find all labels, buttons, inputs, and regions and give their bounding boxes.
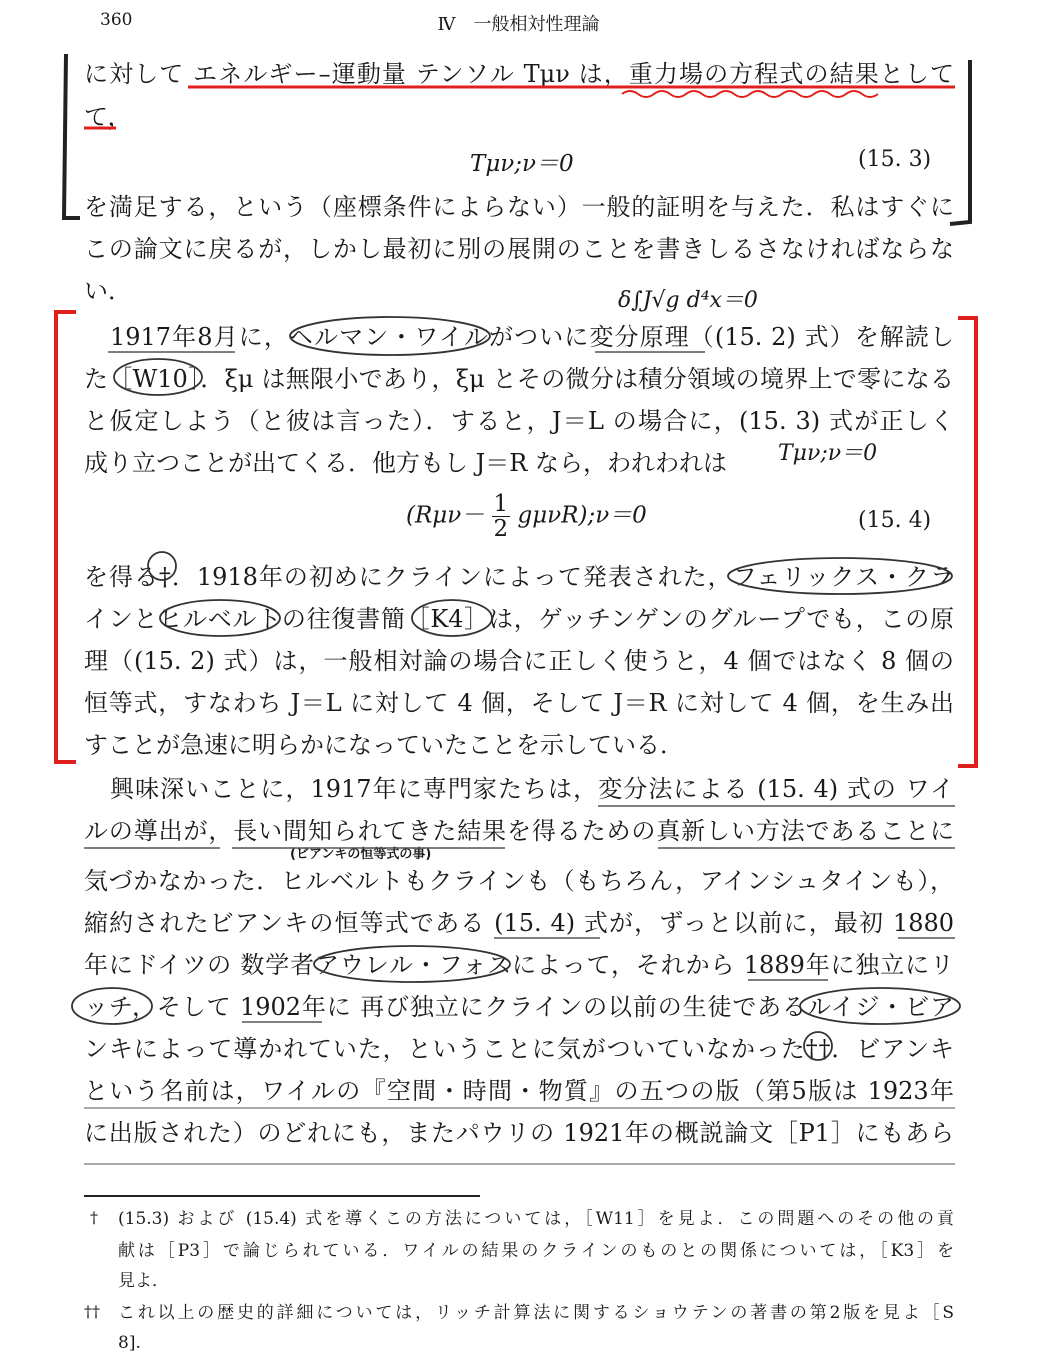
footnote-2-line-2: 8].	[118, 1333, 141, 1353]
body-line-15: 興味深いことに，1917年に専門家たちは，変分法による (15. 4) 式の ワイ	[110, 775, 954, 803]
body-line-2: て，	[84, 103, 132, 131]
equation-15-4-left: (Rμν－	[406, 502, 485, 529]
page-number: 360	[100, 10, 133, 30]
body-line-4: この論文に戻るが，しかし最初に別の展開のことを書きしるさなければならな	[84, 235, 954, 263]
footnote-1-line-2: 献は［P3］で論じられている．ワイルの結果のクラインのものとの関係については，［K3］を	[118, 1241, 954, 1261]
equation-15-4	[406, 492, 647, 541]
footnote-1-line-3: 見よ．	[118, 1271, 169, 1291]
body-line-6: 1917年8月に，ヘルマン・ワイルがついに変分原理（(15. 2) 式）を解読し	[110, 323, 954, 351]
body-line-9: 成り立つことが出てくる．他方もし J＝R なら，われわれは	[84, 449, 727, 477]
red-bracket-left	[56, 312, 76, 762]
body-line-5: い．	[84, 277, 132, 305]
body-line-21: ンキによって導かれていた，ということに気がついていなかった††．ビアンキ	[84, 1035, 954, 1063]
body-line-3: を満足する，という（座標条件によらない）一般的証明を与えた．私はすぐに	[84, 193, 954, 221]
equation-15-3: Tμν;ν＝0	[470, 151, 574, 177]
body-line-23: に出版された）のどれにも，またパウリの 1921年の概説論文［P1］にもあら	[84, 1119, 954, 1147]
footnote-2-mark: ††	[84, 1302, 100, 1321]
body-line-7: た［W10］．ξμ は無限小であり，ξμ とその微分は積分領域の境界上で零になる	[84, 365, 954, 393]
footnote-rule	[84, 1195, 480, 1197]
body-line-16: ルの導出が，長い間知られてきた結果を得るための真新しい方法であることに	[84, 817, 954, 845]
body-line-17: 気づかなかった．ヒルベルトもクラインも（もちろん，アインシュタインも），	[84, 867, 954, 895]
body-line-1: に対して エネルギー–運動量 テンソル Tμν は，重力場の方程式の結果として	[84, 60, 954, 88]
body-line-10: を得る†．1918年の初めにクラインによって発表された，フェリックス・クラ	[84, 563, 954, 591]
equation-15-4-right: gμνR);ν＝0	[517, 502, 647, 529]
body-line-18: 縮約されたビアンキの恒等式である (15. 4) 式が，ずっと以前に，最初 1880	[84, 909, 954, 937]
body-line-14: すことが急速に明らかになっていたことを示している．	[84, 731, 684, 759]
equation-number-15-3: (15. 3)	[858, 147, 932, 172]
handwritten-conservation-eq: Tμν;ν＝0	[778, 441, 878, 466]
body-line-8: と仮定しよう（と彼は言った）．すると，J＝L の場合に，(15. 3) 式が正しく	[84, 407, 954, 435]
black-bracket-left	[64, 54, 80, 218]
fraction-numerator: 1	[493, 491, 509, 517]
equation-number-15-4: (15. 4)	[858, 508, 932, 533]
body-line-13: 恒等式，すなわち J＝L に対して 4 個，そして J＝R に対して 4 個，を生み出	[84, 689, 954, 717]
body-line-19: 年にドイツの 数学者アウレル・フォスによって，それから 1889年に独立にリ	[84, 951, 954, 979]
footnote-1-mark: †	[90, 1208, 98, 1227]
handwritten-variational-integral: δ∫J√g d⁴x＝0	[618, 288, 758, 313]
running-title: Ⅳ 一般相対性理論	[437, 14, 600, 35]
body-line-22: という名前は，ワイルの『空間・時間・物質』の五つの版（第5版は 1923年	[84, 1077, 954, 1105]
handwritten-note-bianchi: (ビアンキの恒等式の事)	[290, 847, 432, 862]
equation-15-4-fraction	[492, 492, 511, 541]
red-bracket-right	[958, 318, 976, 766]
fraction-denominator: 2	[493, 516, 509, 542]
body-line-20: ッチ，そして 1902年に 再び独立にクラインの以前の生徒であるルイジ・ビア	[84, 993, 954, 1021]
footnote-1-line-1: (15.3) および (15.4) 式を導くこの方法については，［W11］を見よ．この問題へのその他の貢	[118, 1209, 954, 1229]
body-line-11: インとヒルベルトの往復書簡［K4］は，ゲッチンゲンのグループでも，この原	[84, 605, 954, 633]
body-line-12: 理（(15. 2) 式）は，一般相対論の場合に正しく使うと，4 個ではなく 8 個の	[84, 647, 954, 675]
footnote-2-line-1: これ以上の歴史的詳細については，リッチ計算法に関するショウテンの著書の第2版を見よ［S	[118, 1303, 955, 1323]
